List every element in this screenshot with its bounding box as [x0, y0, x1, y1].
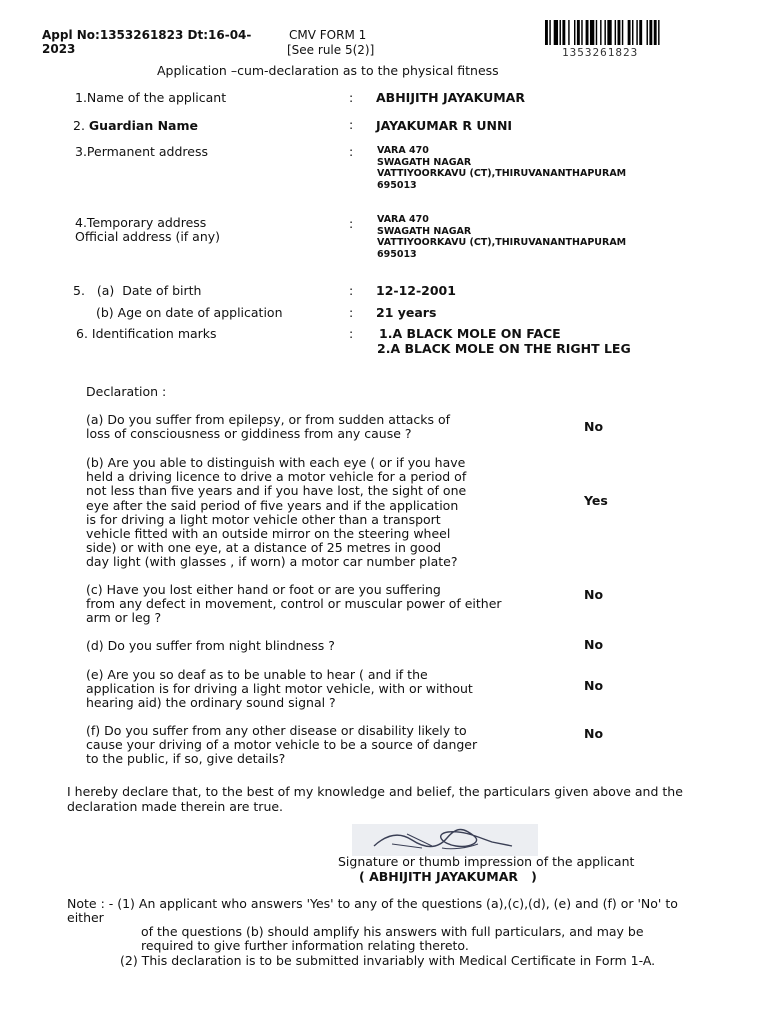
declaration-statement: I hereby declare that, to the best of my knowledge and belief, the particulars given above and the declaration made therein are true.: [67, 784, 683, 814]
answer-d: No: [584, 637, 604, 652]
colon: :: [349, 216, 354, 231]
question-f: (f) Do you suffer from any other disease or disability likely to cause your driving of a motor vehicle to be a source of danger to the public, if so, give details?: [86, 723, 478, 767]
signature-caption: Signature or thumb impression of the applicant: [338, 854, 635, 869]
address-line: 695013: [377, 248, 417, 260]
form-title: [289, 28, 374, 58]
colon: :: [349, 283, 354, 298]
address-line: VATTIYOORKAVU (CT),THIRUVANANTHAPURAM: [377, 168, 627, 179]
answer-b: Yes: [584, 493, 608, 508]
address-line: 695013: [377, 179, 417, 191]
answer-e: No: [584, 678, 604, 693]
guardian-label-text: Guardian Name: [88, 118, 198, 133]
permanent-address-value: [377, 145, 626, 191]
form-name: CMV FORM 1: [289, 28, 367, 42]
temporary-address-value: [377, 214, 626, 260]
question-c: (c) Have you lost either hand or foot or are you suffering from any defect in movement, control or muscular power of either arm or leg ?: [86, 582, 502, 626]
colon: :: [349, 90, 354, 105]
address-line: VARA 470: [377, 214, 429, 225]
dob-value: 12-12-2001: [376, 283, 456, 298]
address-line: SWAGATH NAGAR: [377, 156, 472, 168]
question-d: (d) Do you suffer from night blindness ?: [86, 638, 335, 653]
note-line-2: of the questions (b) should amplify his answers with full particulars, and may be: [141, 924, 644, 939]
identification-mark-1: 1.A BLACK MOLE ON FACE: [379, 326, 561, 341]
barcode-number: 1353261823: [562, 46, 639, 59]
colon: :: [349, 117, 354, 132]
note-line-3: required to give further information relating thereto.: [141, 938, 469, 953]
answer-c: No: [584, 587, 604, 602]
form-rule: [See rule 5(2)]: [287, 43, 375, 57]
answer-a: No: [584, 419, 604, 434]
question-e: (e) Are you so deaf as to be unable to hear ( and if the application is for driving a light motor vehicle, with or without hearing aid) the ordinary sound signal ?: [86, 667, 473, 711]
signature-image: [352, 824, 538, 856]
guardian-label: [73, 118, 198, 133]
address-line: VARA 470: [377, 145, 429, 156]
signature-name: ( ABHIJITH JAYAKUMAR ): [359, 869, 537, 884]
answer-f: No: [584, 726, 604, 741]
name-value: ABHIJITH JAYAKUMAR: [376, 90, 525, 105]
colon: :: [349, 305, 354, 320]
dob-label: 5. (a) Date of birth: [73, 283, 202, 298]
address-line: SWAGATH NAGAR: [377, 225, 472, 237]
permanent-address-label: 3.Permanent address: [75, 144, 208, 159]
colon: :: [349, 144, 354, 159]
question-b: (b) Are you able to distinguish with each eye ( or if you have held a driving licence to drive a motor vehicle for a period of not less than five years and if you have lost, the sight of one eye after the said period of five years and if the application is for driving a light motor vehicle other than a transport vehicle fitted with an outside mirror on the steering wheel side) or with one eye, at a distance of 25 metres in good day light (with glasses , if worn) a motor car number plate?: [86, 455, 467, 570]
age-value: 21 years: [376, 305, 437, 320]
identification-mark-2: 2.A BLACK MOLE ON THE RIGHT LEG: [377, 341, 631, 356]
guardian-value: JAYAKUMAR R UNNI: [376, 118, 513, 133]
guardian-label-number: 2.: [73, 118, 85, 133]
address-line: VATTIYOORKAVU (CT),THIRUVANANTHAPURAM: [377, 237, 627, 248]
note-line-1: Note : - (1) An applicant who answers 'Yes' to any of the questions (a),(c),(d), (e) and (f) or 'No' to: [67, 896, 678, 911]
note-line-1-continued: either: [67, 910, 104, 925]
age-label: (b) Age on date of application: [96, 305, 283, 320]
declaration-heading: Declaration :: [86, 384, 167, 399]
page-subtitle: Application –cum-declaration as to the physical fitness: [157, 63, 499, 78]
application-number: Appl No:1353261823 Dt:16-04-2023: [42, 28, 252, 56]
colon: :: [349, 326, 354, 341]
note-line-4: (2) This declaration is to be submitted invariably with Medical Certificate in Form 1-A.: [120, 953, 656, 968]
question-a: (a) Do you suffer from epilepsy, or from sudden attacks of loss of consciousness or giddiness from any cause ?: [86, 412, 451, 442]
temporary-address-label: 4.Temporary address: [75, 215, 207, 230]
official-address-label: Official address (if any): [75, 229, 221, 244]
identification-marks-label: 6. Identification marks: [76, 326, 217, 341]
name-label: 1.Name of the applicant: [75, 90, 227, 105]
